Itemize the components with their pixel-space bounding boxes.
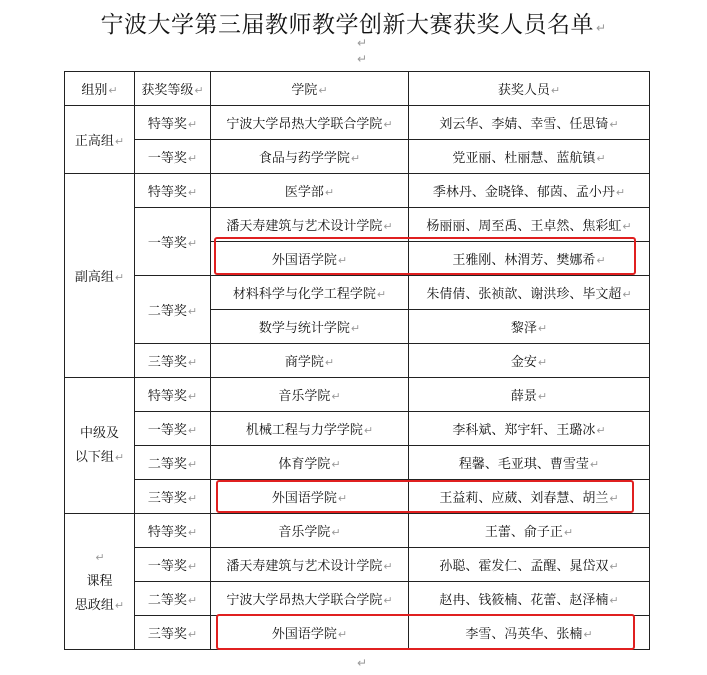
table-header-row — [65, 72, 650, 106]
winners-cell: 薛景↵ — [409, 378, 650, 412]
level-cell: 特等奖↵ — [135, 378, 211, 412]
table-row — [65, 514, 650, 548]
table-row — [65, 616, 650, 650]
college-cell: 体育学院↵ — [211, 446, 409, 480]
level-cell: 三等奖↵ — [135, 616, 211, 650]
level-cell: 特等奖↵ — [135, 514, 211, 548]
college-cell: 音乐学院↵ — [211, 514, 409, 548]
college-cell: 材料科学与化学工程学院↵ — [211, 276, 409, 310]
college-cell: 医学部↵ — [211, 174, 409, 208]
level-cell: 一等奖↵ — [135, 208, 211, 276]
level-cell: 特等奖↵ — [135, 106, 211, 140]
table-row — [65, 276, 650, 310]
level-cell: 三等奖↵ — [135, 344, 211, 378]
winners-cell: 黎泽↵ — [409, 310, 650, 344]
table-row — [65, 548, 650, 582]
level-cell: 二等奖↵ — [135, 446, 211, 480]
winners-cell: 程馨、毛亚琪、曹雪莹↵ — [409, 446, 650, 480]
level-cell: 一等奖↵ — [135, 548, 211, 582]
level-cell: 一等奖↵ — [135, 412, 211, 446]
group-cell: 正高组↵ — [65, 106, 135, 174]
winners-cell: 赵冉、钱筱楠、花蕾、赵泽楠↵ — [409, 582, 650, 616]
winners-cell: 王雅刚、林渭芳、樊娜希↵ — [409, 242, 650, 276]
college-cell: 商学院↵ — [211, 344, 409, 378]
college-cell: 食品与药学学院↵ — [211, 140, 409, 174]
level-cell: 二等奖↵ — [135, 582, 211, 616]
group-cell: ↵ 课程 思政组↵ — [65, 514, 135, 650]
group-cell: 副高组↵ — [65, 174, 135, 378]
college-cell: 数学与统计学院↵ — [211, 310, 409, 344]
college-cell: 宁波大学昂热大学联合学院↵ — [211, 582, 409, 616]
college-cell: 外国语学院↵ — [211, 480, 409, 514]
page-title: 宁波大学第三届教师教学创新大赛获奖人员名单 ↵ — [100, 12, 607, 38]
winners-cell: 杨丽丽、周至禹、王卓然、焦彩虹↵ — [409, 208, 650, 242]
college-cell: 外国语学院↵ — [211, 242, 409, 276]
level-cell: 二等奖↵ — [135, 276, 211, 344]
winners-cell: 金安↵ — [409, 344, 650, 378]
table-row — [65, 582, 650, 616]
winners-cell: 党亚丽、杜丽慧、蓝航镇↵ — [409, 140, 650, 174]
winners-cell: 朱倩倩、张祯歆、谢洪珍、毕文超↵ — [409, 276, 650, 310]
college-cell: 音乐学院↵ — [211, 378, 409, 412]
award-table — [64, 71, 650, 650]
table-row — [65, 174, 650, 208]
table-row — [65, 378, 650, 412]
winners-cell: 季林丹、金晓锋、郁茵、孟小丹↵ — [409, 174, 650, 208]
header-group: 组别↵ — [65, 72, 135, 106]
table-row — [65, 344, 650, 378]
level-cell: 特等奖↵ — [135, 174, 211, 208]
winners-cell: 李科斌、郑宇轩、王璐冰↵ — [409, 412, 650, 446]
level-cell: 一等奖↵ — [135, 140, 211, 174]
paragraph-mark-icon: ↵ — [357, 52, 368, 66]
header-level: 获奖等级↵ — [135, 72, 211, 106]
group-cell: 中级及 以下组↵ — [65, 378, 135, 514]
paragraph-mark-icon: ↵ — [595, 21, 607, 35]
college-cell: 潘天寿建筑与艺术设计学院↵ — [211, 208, 409, 242]
paragraph-mark-icon: ↵ — [357, 36, 368, 50]
college-cell: 机械工程与力学学院↵ — [211, 412, 409, 446]
table-row — [65, 140, 650, 174]
winners-cell: 刘云华、李婧、幸雪、任思锜↵ — [409, 106, 650, 140]
header-college: 学院↵ — [211, 72, 409, 106]
table-row — [65, 106, 650, 140]
table-row — [65, 480, 650, 514]
college-cell: 外国语学院↵ — [211, 616, 409, 650]
college-cell: 潘天寿建筑与艺术设计学院↵ — [211, 548, 409, 582]
college-cell: 宁波大学昂热大学联合学院↵ — [211, 106, 409, 140]
table-row — [65, 412, 650, 446]
paragraph-mark-icon: ↵ — [357, 656, 368, 670]
winners-cell: 李雪、冯英华、张楠↵ — [409, 616, 650, 650]
table-row — [65, 446, 650, 480]
header-winners: 获奖人员↵ — [409, 72, 650, 106]
level-cell: 三等奖↵ — [135, 480, 211, 514]
winners-cell: 孙聪、霍发仁、孟醒、晁岱双↵ — [409, 548, 650, 582]
winners-cell: 王益莉、应葳、刘春慧、胡兰↵ — [409, 480, 650, 514]
table-row — [65, 208, 650, 242]
winners-cell: 王蕾、俞子正↵ — [409, 514, 650, 548]
